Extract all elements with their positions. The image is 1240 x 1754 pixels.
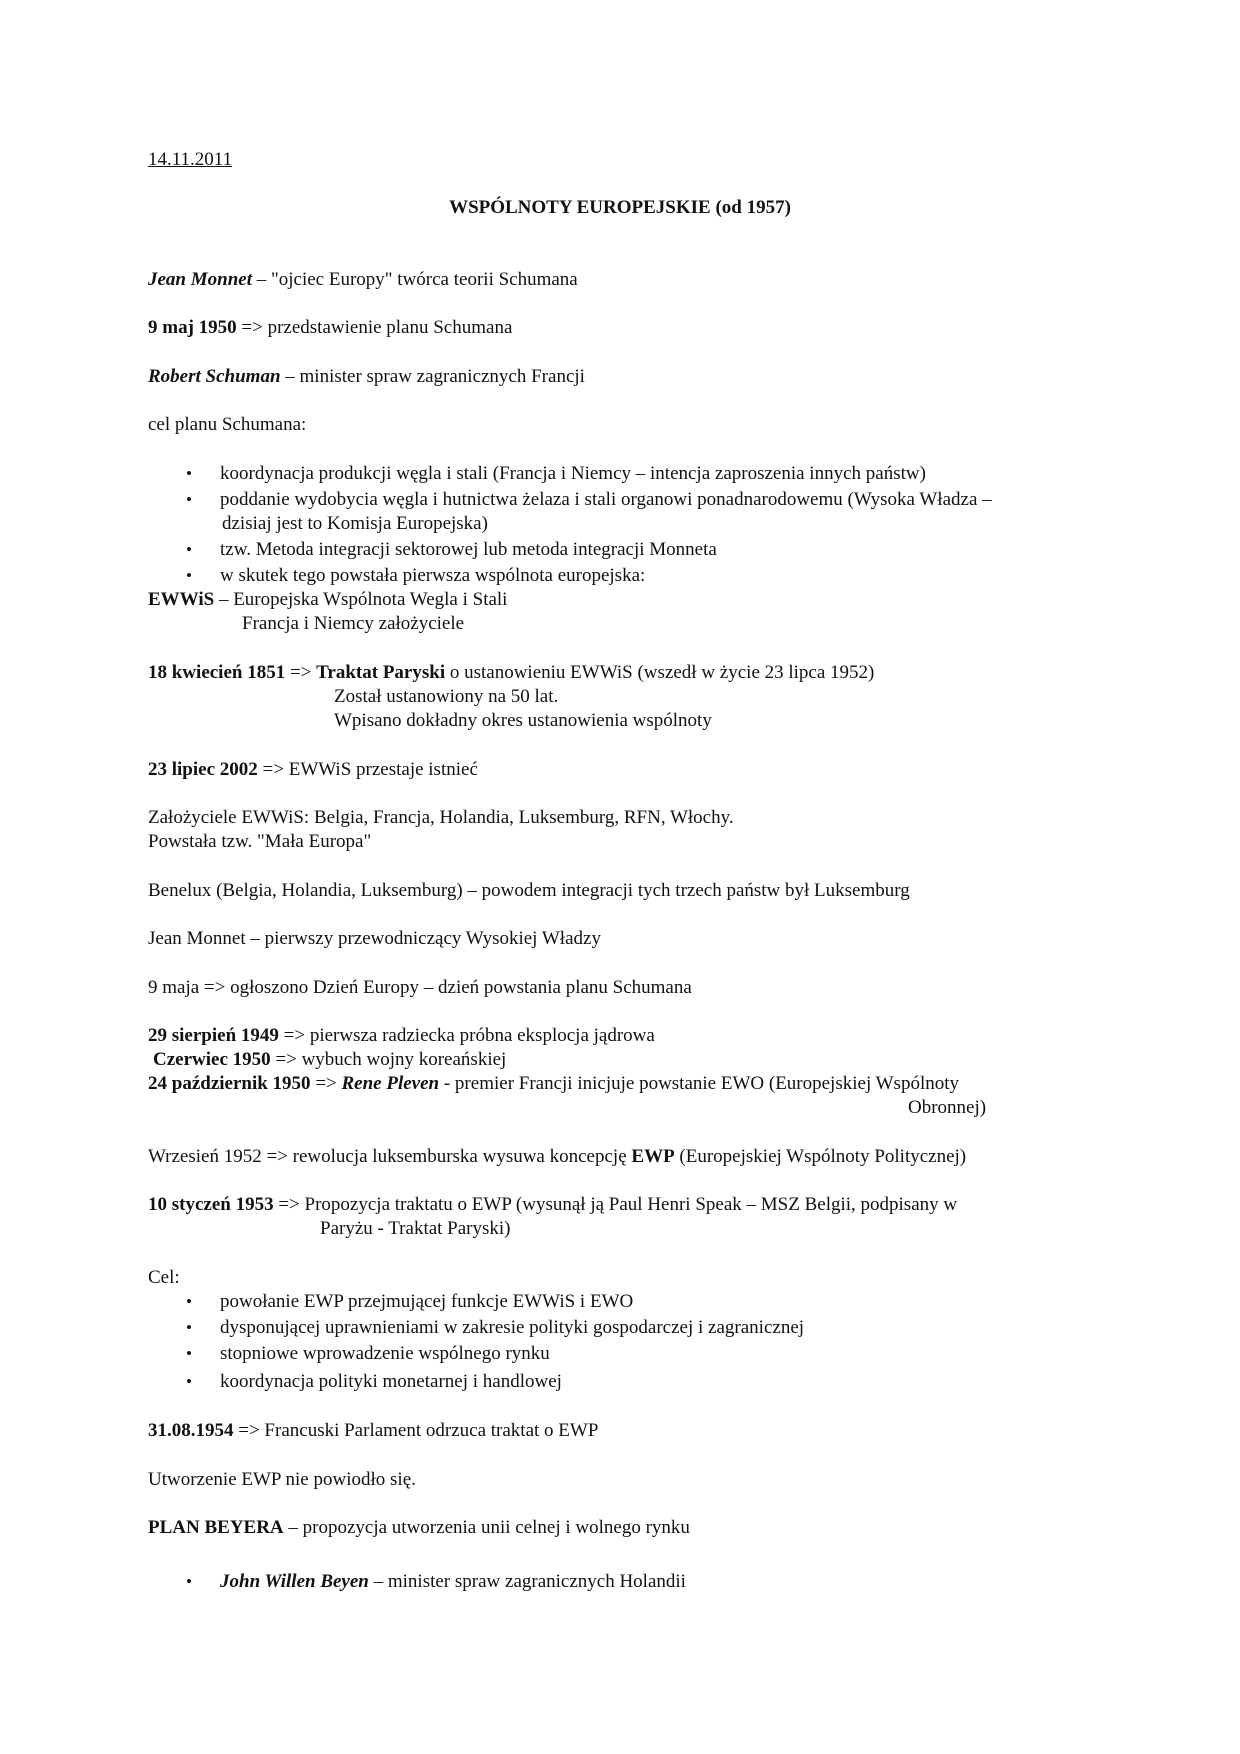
monnet-desc: – "ojciec Europy" twórca teorii Schumana [252, 269, 578, 290]
monnet-przewodniczacy-line: Jean Monnet – pierwszy przewodniczący Wysokiej Władzy [148, 928, 601, 949]
pleven-name: Rene Pleven [341, 1073, 440, 1094]
sierpien-1954-desc: => Francuski Parlament odrzuca traktat o EWP [233, 1420, 599, 1441]
mala-europa-line: Powstała tzw. "Mała Europa" [148, 831, 372, 852]
monnet-line [148, 268, 578, 292]
bullet-marker: • [186, 464, 192, 483]
wrzesien-1952-pre: Wrzesień 1952 => rewolucja luksemburska wysuwa koncepcję [148, 1146, 632, 1167]
bullet-marker: • [186, 1372, 192, 1391]
sierpien-1954-date: 31.08.1954 [148, 1420, 234, 1441]
styczen-1953-line [148, 1193, 957, 1217]
schuman-name: Robert Schuman [148, 366, 281, 387]
styczen-1953-desc: => Propozycja traktatu o EWP (wysunął ją Paul Henri Speak – MSZ Belgii, podpisany w [273, 1194, 958, 1215]
maj-1950-desc: => przedstawienie planu Schumana [236, 317, 513, 338]
cel-planu-label: cel planu Schumana: [148, 414, 307, 435]
cel-label: Cel: [148, 1267, 180, 1288]
utworzenie-line: Utworzenie EWP nie powiodło się. [148, 1469, 416, 1490]
lipiec-2002-desc: => EWWiS przestaje istnieć [257, 759, 478, 780]
sierpien-1949-date: 29 sierpień 1949 [148, 1025, 279, 1046]
traktat-line-2: Został ustanowiony na 50 lat. [334, 686, 559, 707]
cel-bullet-1: powołanie EWP przejmującej funkcje EWWiS i EWO [220, 1291, 634, 1312]
beyen-name: John Willen Beyen [220, 1571, 369, 1592]
traktat-line [148, 661, 874, 685]
wrzesien-1952-line [148, 1145, 966, 1169]
bullet-marker: • [186, 1292, 192, 1311]
ewwis-line [148, 588, 507, 612]
ewwis-abbr: EWWiS [148, 589, 215, 610]
lipiec-2002-date: 23 lipiec 2002 [148, 759, 258, 780]
beyen-desc: – minister spraw zagranicznych Holandii [368, 1571, 686, 1592]
plan-beyera-name: PLAN BEYERA [148, 1517, 284, 1538]
ewwis-founders: Francja i Niemcy założyciele [242, 613, 465, 634]
styczen-1953-date: 10 styczeń 1953 [148, 1194, 274, 1215]
document-date: 14.11.2011 [148, 149, 233, 170]
schuman-line [148, 365, 585, 389]
plan-bullet-1: koordynacja produkcji węgla i stali (Francja i Niemcy – intencja zaproszenia innych państw) [220, 463, 926, 484]
bullet-marker: • [186, 1572, 192, 1591]
bullet-marker: • [186, 1344, 192, 1363]
document-title: WSPÓLNOTY EUROPEJSKIE (od 1957) [449, 197, 791, 218]
sierpien-1954-line [148, 1419, 598, 1443]
pazdziernik-1950-line [148, 1072, 959, 1096]
cel-bullet-2: dysponującej uprawnieniami w zakresie polityki gospodarczej i zagranicznej [220, 1317, 805, 1338]
czerwiec-1950-desc: => wybuch wojny koreańskiej [270, 1049, 507, 1070]
cel-bullet-4: koordynacja polityki monetarnej i handlowej [220, 1371, 562, 1392]
monnet-name: Jean Monnet [148, 269, 252, 290]
sierpien-1949-desc: => pierwsza radziecka próbna eksplocja jądrowa [278, 1025, 655, 1046]
lipiec-2002-line [148, 758, 478, 782]
plan-bullet-2: poddanie wydobycia węgla i hutnictwa żelaza i stali organowi ponadnarodowemu (Wysoka Władza – [220, 489, 992, 510]
bullet-marker: • [186, 1318, 192, 1337]
plan-bullet-3: tzw. Metoda integracji sektorowej lub metoda integracji Monneta [220, 539, 717, 560]
traktat-name: Traktat Paryski [316, 662, 446, 683]
schuman-desc: – minister spraw zagranicznych Francji [280, 366, 585, 387]
ewwis-desc: – Europejska Wspólnota Wegla i Stali [214, 589, 508, 610]
pazdziernik-1950-cont: Obronnej) [908, 1097, 987, 1118]
arrow: => [310, 1073, 342, 1094]
maj-1950-line [148, 316, 512, 340]
sierpien-1949-line [148, 1024, 655, 1048]
arrow: => [285, 662, 317, 683]
bullet-marker: • [186, 490, 192, 509]
czerwiec-1950-line [153, 1048, 506, 1072]
traktat-line-3: Wpisano dokładny okres ustanowienia wspólnoty [334, 710, 712, 731]
wrzesien-1952-desc: (Europejskiej Wspólnoty Politycznej) [674, 1146, 967, 1167]
dzien-europy-line: 9 maja => ogłoszono Dzień Europy – dzień powstania planu Schumana [148, 977, 692, 998]
traktat-desc: o ustanowieniu EWWiS (wszedł w życie 23 lipca 1952) [445, 662, 875, 683]
zalozyciele-line: Założyciele EWWiS: Belgia, Francja, Holandia, Luksemburg, RFN, Włochy. [148, 807, 734, 828]
bullet-marker: • [186, 566, 192, 585]
pazdziernik-1950-date: 24 październik 1950 [148, 1073, 311, 1094]
pazdziernik-1950-desc: - premier Francji inicjuje powstanie EWO (Europejskiej Wspólnoty [439, 1073, 960, 1094]
ewp-abbr: EWP [631, 1146, 675, 1167]
traktat-date: 18 kwiecień 1851 [148, 662, 286, 683]
plan-bullet-2-cont: dzisiaj jest to Komisja Europejska) [222, 513, 488, 534]
czerwiec-1950-date: Czerwiec 1950 [153, 1049, 271, 1070]
bullet-marker: • [186, 540, 192, 559]
plan-beyera-desc: – propozycja utworzenia unii celnej i wolnego rynku [283, 1517, 690, 1538]
plan-beyera-line [148, 1516, 690, 1540]
beyen-line [220, 1570, 686, 1594]
maj-1950-date: 9 maj 1950 [148, 317, 237, 338]
cel-bullet-3: stopniowe wprowadzenie wspólnego rynku [220, 1343, 550, 1364]
styczen-1953-cont: Paryżu - Traktat Paryski) [320, 1218, 511, 1239]
benelux-line: Benelux (Belgia, Holandia, Luksemburg) – powodem integracji tych trzech państw był Luksemburg [148, 880, 910, 901]
plan-bullet-4: w skutek tego powstała pierwsza wspólnota europejska: [220, 565, 646, 586]
